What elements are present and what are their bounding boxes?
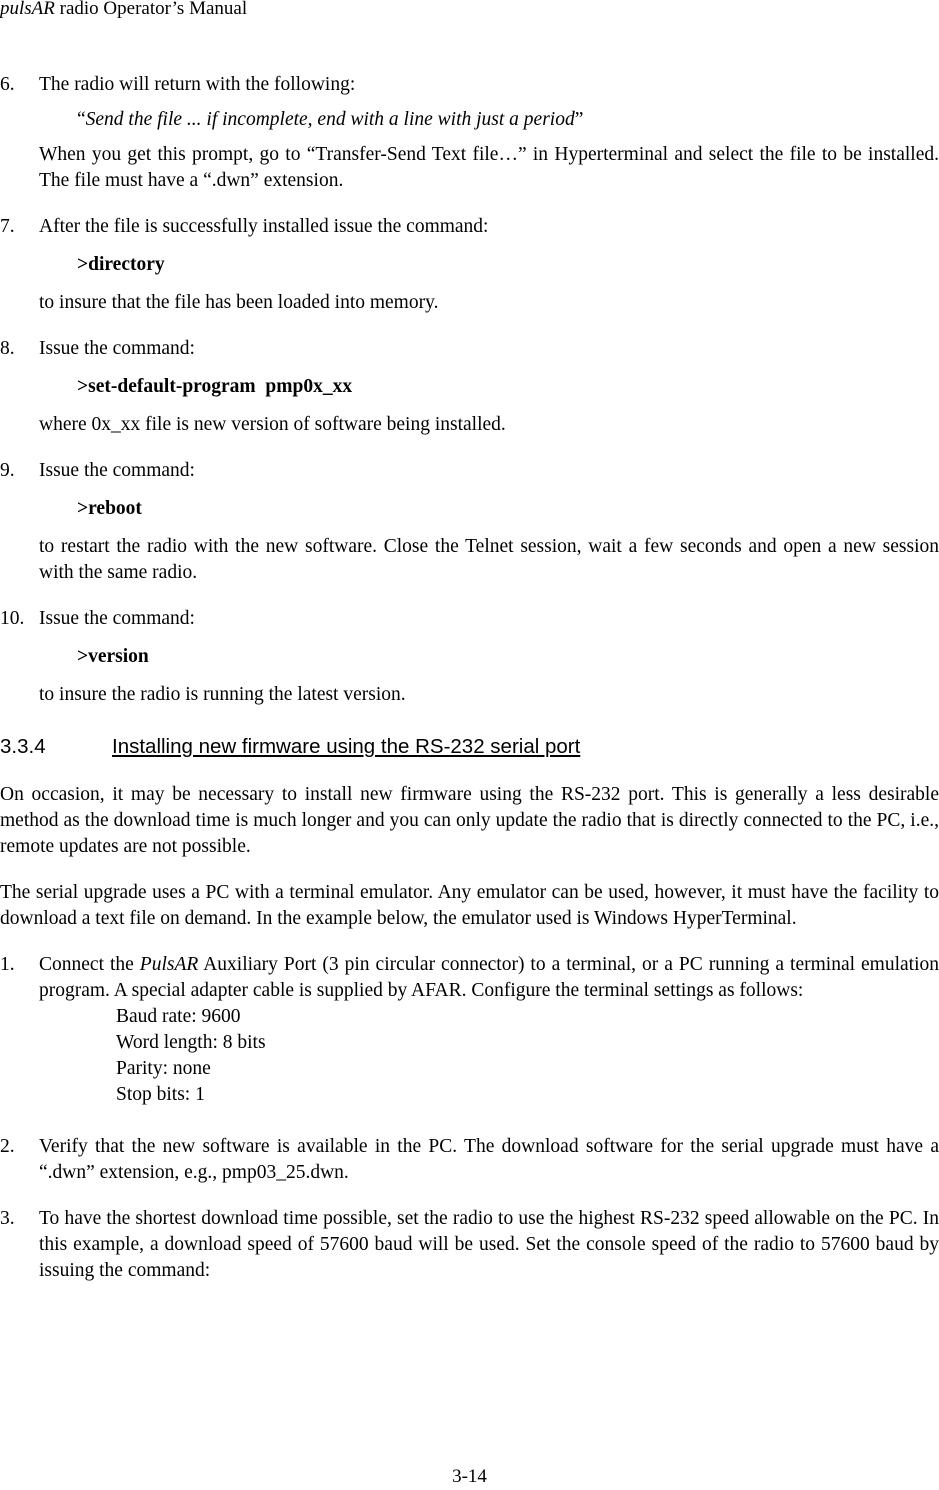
step-10 [0, 606, 939, 708]
quote-open: “ [77, 109, 86, 130]
section-title: Installing new firmware using the RS-232 serial port [112, 735, 581, 758]
step-description: When you get this prompt, go to “Transfer-Send Text file…” in Hyperterminal and select the file to be installed. The file must have a “.dwn” extension. [39, 144, 939, 191]
header-brand: pulsAR [0, 0, 55, 19]
step-number: 9. [0, 460, 15, 481]
step-number: 6. [0, 74, 15, 95]
step-description: to insure that the file has been loaded into memory. [39, 292, 439, 313]
step-number: 10. [0, 608, 25, 629]
step-description: to restart the radio with the new software. Close the Telnet session, wait a few seconds and open a new session with the same radio. [39, 536, 939, 583]
step-8 [0, 336, 939, 438]
prompt-quote [0, 107, 939, 133]
step-text: Issue the command: [39, 338, 195, 359]
list-text: To have the shortest download time possible, set the radio to use the highest RS-232 speed allowable on the PC. In this example, a download speed of 57600 baud will be used. Set the console speed of the radio to 57600 baud by issuing the command: [39, 1208, 939, 1281]
step-description: where 0x_xx file is new version of software being installed. [39, 414, 506, 435]
command-directory: >directory [77, 254, 165, 275]
command-set-default-program: >set-default-program pmp0x_xx [77, 376, 353, 397]
setting-word-length: Word length: 8 bits [116, 1032, 266, 1053]
command-version: >version [77, 646, 149, 667]
setting-parity: Parity: none [116, 1058, 211, 1079]
list-text-after: Auxiliary Port (3 pin circular connector) to a terminal, or a PC running a terminal emulation program. A special adapter cable is supplied by AFAR. Configure the terminal settings as follows: [39, 954, 939, 1001]
paragraph-emulator: The serial upgrade uses a PC with a terminal emulator. Any emulator can be used, however, it must have the facility to download a text file on demand. In the example below, the emulator used is Windows HyperTerminal. [0, 882, 939, 929]
step-number: 7. [0, 216, 15, 237]
page-header [0, 0, 247, 22]
list-brand: PulsAR [139, 954, 199, 975]
step-text: Issue the command: [39, 608, 195, 629]
header-title: radio Operator’s Manual [54, 0, 248, 19]
setting-baud-rate: Baud rate: 9600 [116, 1006, 241, 1027]
list-number: 2. [0, 1136, 15, 1157]
terminal-settings [39, 1004, 939, 1108]
paragraph-intro: On occasion, it may be necessary to install new firmware using the RS-232 port. This is generally a less desirable method as the download time is much longer and you can only update the radio that is directly connected to the PC, i.e., remote updates are not possible. [0, 784, 939, 857]
section-heading [0, 734, 939, 760]
list-text-before: Connect the [39, 954, 140, 975]
list-number: 1. [0, 954, 15, 975]
step-description: to insure the radio is running the latest version. [39, 684, 406, 705]
step-number: 8. [0, 338, 15, 359]
step-6 [0, 72, 939, 194]
list-text: Verify that the new software is available in the PC. The download software for the serial upgrade must have a “.dwn” extension, e.g., pmp03_25.dwn. [39, 1136, 939, 1183]
list-item-2 [0, 1134, 939, 1186]
list-item-1 [0, 952, 939, 1108]
list-number: 3. [0, 1208, 15, 1229]
step-text: Issue the command: [39, 460, 195, 481]
step-text: After the file is successfully installed issue the command: [39, 216, 489, 237]
step-9 [0, 458, 939, 586]
page-number: 3-14 [452, 1466, 487, 1487]
step-text: The radio will return with the following: [39, 74, 356, 95]
step-7 [0, 214, 939, 316]
page-content [0, 72, 939, 1304]
command-reboot: >reboot [77, 498, 142, 519]
list-item-3 [0, 1206, 939, 1284]
prompt-text: Send the file ... if incomplete, end with a line with just a period [85, 109, 575, 130]
quote-close: ” [574, 109, 584, 130]
setting-stop-bits: Stop bits: 1 [116, 1084, 205, 1105]
section-number: 3.3.4 [0, 735, 46, 758]
